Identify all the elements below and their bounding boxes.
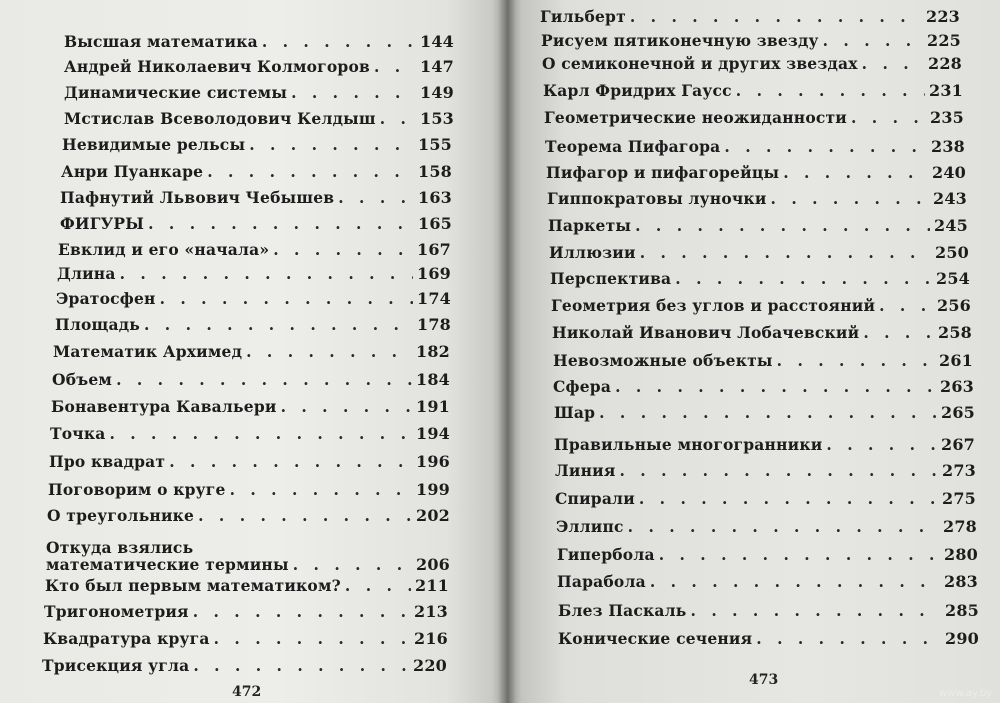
toc-entry-page: 275 — [942, 489, 976, 508]
dot-leader — [198, 507, 412, 524]
toc-entry-title-line1: Откуда взялись — [46, 538, 194, 557]
toc-entry-title: Трисекция угла — [42, 656, 190, 675]
toc-entry-title: Блез Паскаль — [558, 601, 687, 620]
dot-leader — [615, 378, 936, 395]
toc-entry-title: Гиппократовы луночки — [547, 189, 767, 208]
toc-entry-title: Объем — [52, 370, 113, 389]
toc-entry-page: 153 — [420, 109, 454, 128]
toc-entry-title-line2: математические термины — [46, 555, 289, 574]
toc-entry — [56, 290, 451, 307]
toc-entry-page: 184 — [416, 370, 450, 389]
toc-entry — [51, 398, 450, 415]
toc-entry — [58, 241, 451, 258]
toc-entry — [546, 164, 966, 181]
toc-entry-title: Гильберт — [540, 7, 626, 26]
toc-entry — [60, 215, 452, 232]
toc-entry-page: 169 — [417, 264, 451, 283]
toc-entry — [49, 453, 450, 470]
toc-entry-page: 250 — [935, 243, 969, 262]
dot-leader — [160, 290, 413, 307]
dot-leader — [628, 518, 939, 535]
toc-entry-title: Правильные многогранники — [554, 435, 823, 454]
toc-entry-page: 220 — [413, 656, 447, 675]
toc-entry-title: Динамические системы — [64, 83, 288, 102]
dot-leader — [851, 109, 926, 126]
toc-entry — [55, 316, 451, 333]
toc-entry-page: 223 — [926, 7, 960, 26]
toc-entry — [541, 32, 961, 49]
toc-entry-page: 158 — [418, 162, 452, 181]
toc-entry — [542, 55, 962, 72]
dot-leader — [620, 462, 939, 479]
toc-entry — [42, 657, 447, 674]
toc-entry-page: 280 — [944, 545, 978, 564]
toc-entry-title: Парабола — [557, 572, 646, 591]
book-fold — [498, 0, 516, 703]
toc-entry-title: Пифагор и пифагорейцы — [546, 163, 780, 182]
toc-entry-title: Поговорим о круге — [48, 480, 226, 499]
dot-leader — [756, 630, 941, 647]
toc-entry — [45, 577, 449, 594]
toc-entry — [64, 110, 454, 127]
toc-entry — [64, 33, 454, 50]
toc-entry-page: 155 — [418, 135, 452, 154]
toc-entry-title: Карл Фридрих Гаусс — [543, 81, 732, 100]
toc-entry — [57, 265, 451, 282]
toc-entry-page: 199 — [416, 480, 450, 499]
toc-entry — [547, 190, 967, 207]
toc-entry-page: 245 — [934, 216, 968, 235]
toc-entry-title: Рисуем пятиконечную звезду — [541, 31, 819, 50]
toc-entry — [558, 630, 979, 647]
toc-entry — [47, 507, 450, 524]
dot-leader — [724, 138, 927, 155]
toc-entry — [64, 58, 454, 75]
dot-leader — [675, 270, 932, 287]
toc-entry — [551, 297, 971, 314]
toc-entry — [50, 425, 450, 442]
toc-entry-page: 290 — [945, 629, 979, 648]
toc-entry-title: Площадь — [55, 315, 140, 334]
toc-entry-page: 267 — [941, 435, 975, 454]
toc-entry-page: 165 — [418, 214, 452, 233]
toc-entry-title: Андрей Николаевич Колмогоров — [64, 57, 370, 76]
dot-leader — [777, 352, 935, 369]
toc-entry-page: 206 — [416, 555, 450, 574]
left-page-number: 472 — [232, 684, 262, 700]
toc-entry — [549, 244, 969, 261]
dot-leader — [823, 32, 923, 49]
toc-entry-title: Эратосфен — [56, 289, 156, 308]
toc-entry-page: 163 — [418, 188, 452, 207]
dot-leader — [691, 602, 941, 619]
dot-leader — [281, 398, 412, 415]
toc-entry — [543, 82, 963, 99]
toc-entry — [550, 270, 970, 287]
toc-entry-page: 167 — [417, 240, 451, 259]
toc-entry-page: 265 — [941, 403, 975, 422]
toc-entry-title: Сфера — [553, 377, 612, 396]
toc-entry-page: 273 — [942, 461, 976, 480]
dot-leader — [193, 603, 410, 620]
toc-entry-page: 228 — [928, 54, 962, 73]
toc-entry — [552, 324, 972, 341]
toc-entry-title: Невидимые рельсы — [62, 135, 246, 154]
toc-entry-title: Линия — [555, 461, 616, 480]
dot-leader — [193, 657, 409, 674]
toc-entry-page: 235 — [930, 108, 964, 127]
dot-leader — [599, 404, 937, 421]
dot-leader — [230, 481, 412, 498]
toc-entry-page: 194 — [416, 424, 450, 443]
toc-entry — [556, 518, 977, 535]
toc-entry — [553, 378, 974, 395]
toc-entry-page: 191 — [416, 397, 450, 416]
toc-entry-title: Математик Архимед — [53, 342, 243, 361]
dot-leader — [148, 215, 414, 232]
dot-leader — [345, 577, 411, 594]
toc-entry-page: 211 — [415, 576, 449, 595]
toc-entry-title: Квадратура круга — [43, 629, 210, 648]
dot-leader — [879, 297, 933, 314]
toc-entry-title: Гипербола — [557, 545, 655, 564]
toc-entry-page: 243 — [933, 189, 967, 208]
toc-entry-page: 216 — [414, 629, 448, 648]
toc-entry-page: 256 — [937, 296, 971, 315]
dot-leader — [246, 343, 412, 360]
toc-entry-page: 263 — [940, 377, 974, 396]
toc-entry-title: Николай Иванович Лобачевский — [552, 323, 860, 342]
toc-entry — [46, 533, 450, 573]
toc-entry-page: 225 — [927, 31, 961, 50]
toc-entry — [548, 217, 968, 234]
dot-leader — [863, 324, 934, 341]
toc-entry-title: ФИГУРЫ — [60, 214, 145, 233]
toc-entry-title: Перспектива — [550, 269, 672, 288]
toc-entry-title: Бонавентура Кавальери — [51, 397, 277, 416]
toc-entry-title: Высшая математика — [64, 32, 258, 51]
toc-entry-page: 285 — [945, 601, 979, 620]
toc-entry-page: 174 — [417, 289, 451, 308]
toc-entry — [540, 8, 960, 25]
toc-entry-title: Про квадрат — [49, 452, 166, 471]
toc-entry — [43, 630, 448, 647]
dot-leader — [144, 316, 413, 333]
toc-entry-page: 240 — [932, 163, 966, 182]
dot-leader — [293, 556, 412, 573]
dot-leader — [862, 55, 924, 72]
toc-entry-title: Конические сечения — [558, 629, 753, 648]
toc-entry-page: 213 — [414, 602, 448, 621]
toc-entry — [554, 404, 975, 421]
toc-entry-page: 254 — [936, 269, 970, 288]
dot-leader — [736, 82, 925, 99]
toc-entry-title — [46, 539, 289, 573]
toc-entry-page: 261 — [939, 351, 973, 370]
toc-entry-title: Пафнутий Львович Чебышев — [60, 188, 335, 207]
toc-entry-title: Кто был первым математиком? — [45, 576, 341, 595]
dot-leader — [169, 453, 412, 470]
dot-leader — [262, 33, 416, 50]
toc-entry — [48, 481, 450, 498]
toc-entry-title: Шар — [554, 403, 596, 422]
dot-leader — [273, 241, 413, 258]
toc-entry-title: О треугольнике — [47, 506, 195, 525]
toc-entry-title: Анри Пуанкаре — [61, 162, 204, 181]
toc-entry — [545, 138, 965, 155]
toc-entry-title: Теорема Пифагора — [545, 137, 721, 156]
toc-entry — [557, 546, 978, 563]
toc-entry-title: Эллипс — [556, 517, 624, 536]
toc-entry-title: Иллюзии — [549, 243, 636, 262]
dot-leader — [291, 84, 416, 101]
dot-leader — [109, 425, 412, 442]
toc-entry — [553, 352, 973, 369]
toc-entry-title: Невозможные объекты — [553, 351, 773, 370]
dot-leader — [826, 436, 937, 453]
toc-entry — [61, 163, 452, 180]
toc-entry-title: Геометрические неожиданности — [544, 108, 847, 127]
dot-leader — [207, 163, 414, 180]
toc-entry-page: 202 — [416, 506, 450, 525]
dot-leader — [659, 546, 940, 563]
toc-entry-title: Паркеты — [548, 216, 632, 235]
toc-entry — [52, 371, 450, 388]
right-page — [507, 0, 1000, 703]
toc-entry — [557, 573, 978, 590]
toc-entry-page: 283 — [944, 572, 978, 591]
dot-leader — [630, 8, 922, 25]
dot-leader — [639, 490, 938, 507]
toc-entry — [62, 136, 452, 153]
toc-entry-title: Длина — [57, 264, 116, 283]
toc-entry — [558, 602, 979, 619]
toc-entry-page: 144 — [420, 32, 454, 51]
dot-leader — [214, 630, 410, 647]
dot-leader — [640, 244, 931, 261]
toc-entry-title: О семиконечной и других звездах — [542, 54, 858, 73]
toc-entry-title: Спирали — [555, 489, 635, 508]
toc-entry — [64, 84, 454, 101]
dot-leader — [771, 190, 929, 207]
toc-entry — [44, 603, 448, 620]
toc-entry-title: Точка — [50, 424, 106, 443]
dot-leader — [249, 136, 414, 153]
dot-leader — [374, 58, 416, 75]
toc-entry — [554, 436, 975, 453]
toc-entry-page: 149 — [420, 83, 454, 102]
toc-entry — [53, 343, 450, 360]
toc-entry-title: Тригонометрия — [44, 602, 189, 621]
toc-entry-page: 238 — [931, 137, 965, 156]
dot-leader — [650, 573, 940, 590]
toc-entry-title: Мстислав Всеволодович Келдыш — [64, 109, 376, 128]
dot-leader — [120, 265, 413, 282]
dot-leader — [380, 110, 416, 127]
toc-entry-title: Геометрия без углов и расстояний — [551, 296, 876, 315]
watermark: www.ay.by — [939, 688, 992, 699]
toc-entry — [60, 189, 452, 206]
toc-entry-page: 231 — [929, 81, 963, 100]
toc-entry-page: 278 — [943, 517, 977, 536]
toc-entry-title: Евклид и его «начала» — [58, 240, 270, 259]
toc-entry — [555, 462, 976, 479]
toc-entry-page: 178 — [417, 315, 451, 334]
dot-leader — [338, 189, 414, 206]
dot-leader — [635, 217, 930, 234]
right-page-number: 473 — [749, 672, 779, 688]
toc-entry — [544, 109, 964, 126]
dot-leader — [116, 371, 412, 388]
toc-entry-page: 196 — [416, 452, 450, 471]
dot-leader — [783, 164, 928, 181]
toc-entry — [555, 490, 976, 507]
toc-entry-page: 258 — [938, 323, 972, 342]
toc-entry-page: 182 — [416, 342, 450, 361]
toc-entry-page: 147 — [420, 57, 454, 76]
